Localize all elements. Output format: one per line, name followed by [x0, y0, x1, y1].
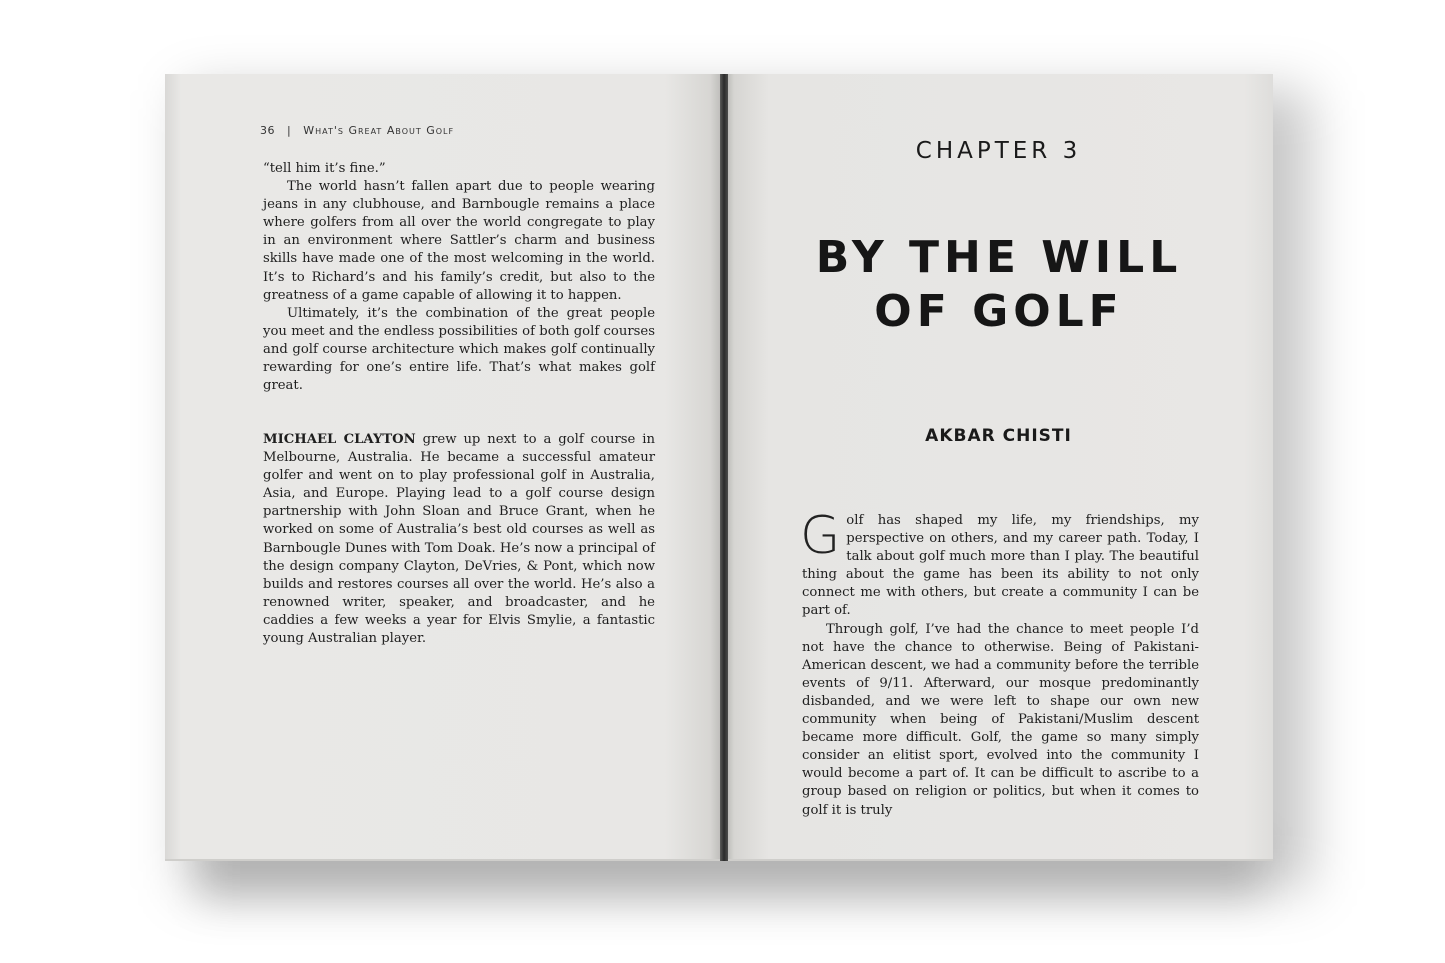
running-head-title: What's Great About Golf	[303, 124, 455, 137]
right-page-body	[800, 506, 1199, 820]
drop-cap: G	[800, 506, 841, 566]
chapter-author: AKBAR CHISTI	[925, 426, 1072, 446]
chapter-title-line: BY THE WILL	[815, 232, 1183, 283]
page-number: 36	[260, 124, 275, 137]
bio-name: MICHAEL CLAYTON	[263, 432, 416, 447]
paragraph: “tell him it’s fine.”	[263, 161, 386, 176]
paragraph	[800, 506, 1199, 621]
right-page	[724, 74, 1273, 861]
chapter-title	[784, 231, 1214, 339]
open-book	[165, 74, 1273, 861]
chapter-label: CHAPTER 3	[915, 138, 1082, 164]
bio-text: grew up next to a golf course in Melbourne, Australia. He became a successful amateur golfer and went on to play professional golf in Australia, Asia, and Europe. Playing lead to a golf course design partnership with John Sloan and Bruce Grant, when he worked on some of Australia’s best old courses as well as Barnbougle Dunes with Tom Doak. He’s now a principal of the design company Clayton, DeVries, & Pont, which now builds and restores courses all over the world. He’s also a renowned writer, speaker, and broadcaster, and he caddies a few weeks a year for Elvis Smylie, a fantastic young Australian player.	[263, 432, 655, 647]
running-head	[260, 124, 454, 137]
paragraph-text: olf has shaped my life, my friendships, my perspective on others, and my career path. Today, I talk about golf much more than I play. The beautiful thing about the game has been its ability to not only connect me with others, but create a community I can be part of.	[802, 513, 1199, 619]
book-spine	[720, 74, 728, 861]
left-page-body	[263, 160, 655, 395]
author-bio	[263, 431, 655, 648]
left-page	[165, 74, 724, 861]
running-head-separator: |	[287, 124, 292, 137]
paragraph: Ultimately, it’s the combination of the great people you meet and the endless possibilities of both golf courses and golf course architecture which makes golf continually rewarding for one’s entire life. That’s what makes golf great.	[263, 305, 655, 394]
paragraph: Through golf, I’ve had the chance to meet people I’d not have the chance to otherwise. Being of Pakistani-American descent, we had a community before the terrible events of 9/11. Afterward, our mosque predominantly disbanded, and we were left to shape our own new community when being of Pakistani/Muslim descent became more difficult. Golf, the game so many simply consider an elitist sport, evolved into the community I would become a part of. It can be difficult to ascribe to a group based on religion or politics, but when it comes to golf it is truly	[802, 621, 1199, 818]
paragraph: The world hasn’t fallen apart due to people wearing jeans in any clubhouse, and Barnbougle remains a place where golfers from all over the world congregate to play in an environment where Sattler’s charm and business skills have made one of the most welcoming in the world. It’s to Richard’s and his family’s credit, but also to the greatness of a game capable of allowing it to happen.	[263, 179, 655, 303]
chapter-title-line: OF GOLF	[874, 286, 1124, 337]
